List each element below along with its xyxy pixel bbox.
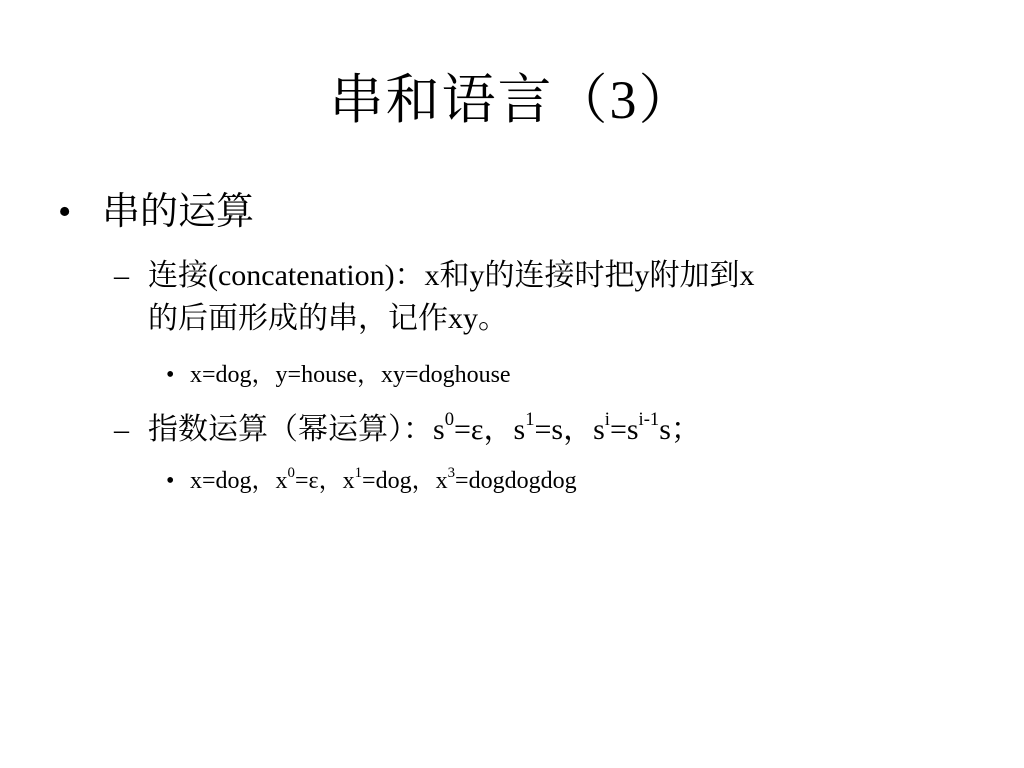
- example-exponentiation: [166, 464, 577, 498]
- bullet-dot-icon: •: [166, 362, 175, 388]
- si-base: s: [593, 413, 605, 446]
- concatenation-example-text: x=dog，y=house，xy=doghouse: [190, 362, 511, 388]
- bullet-string-operations: [58, 186, 254, 238]
- s1-base: s: [513, 413, 526, 446]
- si-equals: =s: [609, 413, 639, 446]
- exponent-prefix: 指数运算（幂运算）：: [148, 413, 433, 446]
- subitem-concatenation: [114, 254, 964, 340]
- concatenation-definition: [148, 254, 964, 340]
- exp-example-exponent-1: 1: [354, 464, 363, 481]
- subitem-exponentiation: [114, 408, 964, 451]
- dash-icon: –: [114, 259, 129, 292]
- s1-exponent: 1: [525, 409, 535, 431]
- exp-example-exponent-0: 0: [287, 464, 295, 481]
- exp-example-part2: =ε，x: [294, 468, 355, 494]
- exp-example-part4: =dogdogdog: [455, 468, 577, 494]
- exponentiation-definition: [148, 408, 964, 451]
- slide-title: 串和语言（3）: [329, 70, 695, 130]
- bullet-dot-icon: •: [58, 191, 72, 233]
- si-rest: s；: [659, 413, 701, 446]
- s0-rest: =ε，: [453, 413, 514, 446]
- s0-base: s: [433, 413, 445, 446]
- exp-example-part3: =dog，x: [362, 468, 448, 494]
- exp-example-part1: x=dog，x: [190, 468, 288, 494]
- s0-exponent: 0: [444, 409, 454, 431]
- si-minus-one-exponent: i-1: [638, 409, 660, 431]
- bullet-label: 串的运算: [102, 191, 255, 233]
- dash-icon: –: [114, 413, 129, 446]
- concatenation-line-1: 连接(concatenation)：x和y的连接时把y附加到x: [148, 259, 755, 292]
- concatenation-line-2: 的后面形成的串，记作xy。: [148, 302, 508, 335]
- si-exponent: i: [604, 409, 610, 431]
- bullet-dot-icon: •: [166, 468, 175, 494]
- exp-example-exponent-3: 3: [447, 464, 456, 481]
- s1-rest: =s，: [534, 413, 594, 446]
- example-concatenation: [166, 358, 511, 392]
